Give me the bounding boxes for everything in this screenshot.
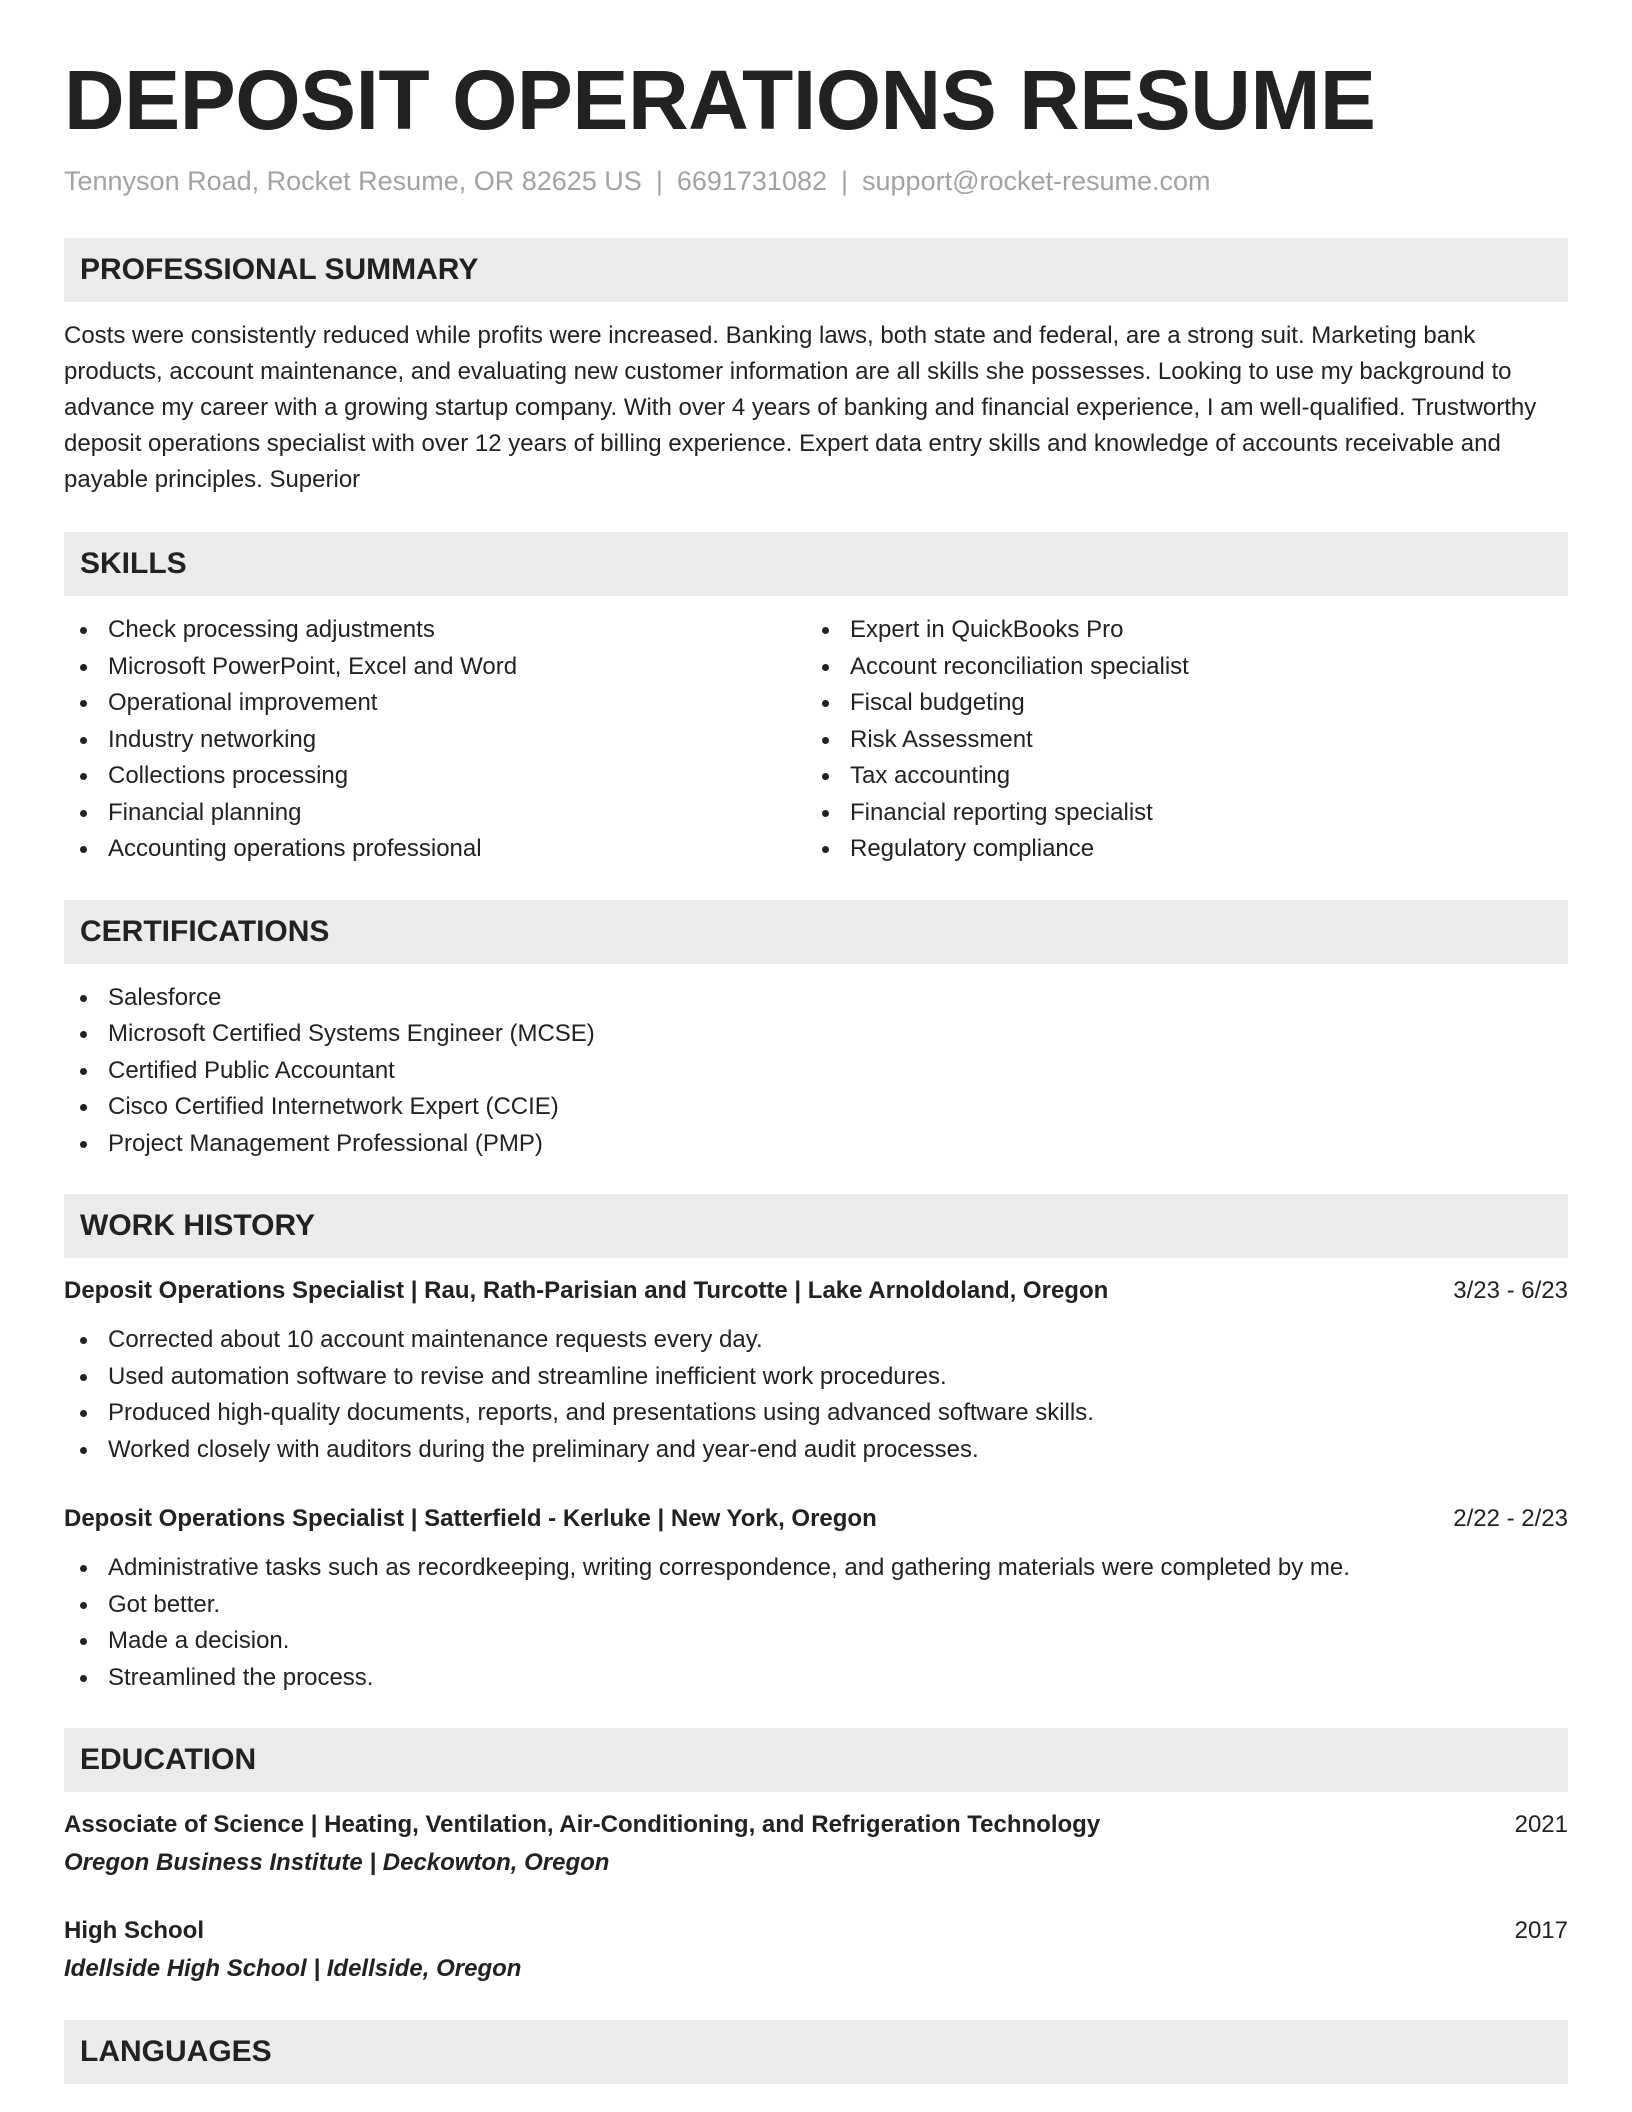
certifications-section <box>64 900 1568 1163</box>
skill-item: Account reconciliation specialist <box>806 649 1548 686</box>
job-entry <box>64 1274 1568 1468</box>
job-bullet: Corrected about 10 account maintenance requests every day. <box>64 1322 1568 1359</box>
skills-section <box>64 532 1568 868</box>
certification-item: Salesforce <box>64 980 1568 1017</box>
education-entry <box>64 1808 1568 1880</box>
contact-address: Tennyson Road, Rocket Resume, OR 82625 US <box>64 166 642 196</box>
education-entry <box>64 1914 1568 1986</box>
job-header <box>64 1274 1568 1308</box>
job-header <box>64 1502 1568 1536</box>
education-year: 2021 <box>1514 1811 1568 1838</box>
education-section <box>64 1728 1568 1986</box>
skill-item: Accounting operations professional <box>64 831 806 868</box>
contact-separator: | <box>655 166 663 196</box>
skill-item: Check processing adjustments <box>64 612 806 649</box>
skill-item: Microsoft PowerPoint, Excel and Word <box>64 649 806 686</box>
education-header <box>64 1914 1568 1948</box>
skill-item: Financial planning <box>64 795 806 832</box>
certification-item: Certified Public Accountant <box>64 1053 1568 1090</box>
section-heading-work-history: WORK HISTORY <box>64 1194 1568 1258</box>
section-heading-education: EDUCATION <box>64 1728 1568 1792</box>
job-title: Deposit Operations Specialist | Satterfield - Kerluke | New York, Oregon <box>64 1505 877 1532</box>
education-school: Oregon Business Institute | Deckowton, Oregon <box>64 1849 610 1876</box>
job-bullet: Used automation software to revise and streamline inefficient work procedures. <box>64 1359 1568 1396</box>
certification-item: Project Management Professional (PMP) <box>64 1126 1568 1163</box>
contact-phone: 6691731082 <box>676 166 827 196</box>
contact-line <box>64 164 1568 198</box>
job-title: Deposit Operations Specialist | Rau, Rath-Parisian and Turcotte | Lake Arnoldoland, Oregon <box>64 1277 1109 1304</box>
skill-item: Fiscal budgeting <box>806 685 1548 722</box>
section-heading-certifications: CERTIFICATIONS <box>64 900 1568 964</box>
skill-item: Operational improvement <box>64 685 806 722</box>
education-degree: Associate of Science | Heating, Ventilation, Air-Conditioning, and Refrigeration Technology <box>64 1811 1101 1838</box>
skills-column-left <box>64 612 806 868</box>
job-bullet: Streamlined the process. <box>64 1660 1568 1697</box>
education-year: 2017 <box>1514 1917 1568 1944</box>
skill-item: Expert in QuickBooks Pro <box>806 612 1548 649</box>
work-history-section <box>64 1194 1568 1696</box>
resume-title: DEPOSIT OPERATIONS RESUME <box>64 53 1376 147</box>
education-school: Idellside High School | Idellside, Oregon <box>64 1955 522 1982</box>
job-bullet: Made a decision. <box>64 1623 1568 1660</box>
certification-item: Microsoft Certified Systems Engineer (MCSE) <box>64 1016 1568 1053</box>
skills-grid <box>64 612 1568 868</box>
job-bullet: Administrative tasks such as recordkeeping, writing correspondence, and gathering materials were completed by me. <box>64 1550 1568 1587</box>
job-bullet: Got better. <box>64 1587 1568 1624</box>
section-heading-summary: PROFESSIONAL SUMMARY <box>64 238 1568 302</box>
skill-item: Collections processing <box>64 758 806 795</box>
skills-column-right <box>806 612 1548 868</box>
skill-item: Tax accounting <box>806 758 1548 795</box>
resume-page <box>64 50 1568 2084</box>
languages-section <box>64 2020 1568 2084</box>
job-dates: 3/23 - 6/23 <box>1453 1277 1568 1304</box>
certification-item: Cisco Certified Internetwork Expert (CCIE) <box>64 1089 1568 1126</box>
skill-item: Financial reporting specialist <box>806 795 1548 832</box>
contact-separator: | <box>841 166 849 196</box>
job-entry <box>64 1502 1568 1696</box>
job-bullet: Produced high-quality documents, reports, and presentations using advanced software skills. <box>64 1395 1568 1432</box>
education-header <box>64 1808 1568 1842</box>
section-heading-languages: LANGUAGES <box>64 2020 1568 2084</box>
skill-item: Industry networking <box>64 722 806 759</box>
job-dates: 2/22 - 2/23 <box>1453 1505 1568 1532</box>
job-bullet: Worked closely with auditors during the preliminary and year-end audit processes. <box>64 1432 1568 1469</box>
summary-text: Costs were consistently reduced while profits were increased. Banking laws, both state and federal, are a strong suit. Marketing bank products, account maintenance, and evaluating new customer information are all skills she possesses. Looking to use my background to advance my career with a growing startup company. With over 4 years of banking and financial experience, I am well-qualified. Trustworthy deposit operations specialist with over 12 years of billing experience. Expert data entry skills and knowledge of accounts receivable and payable principles. Superior <box>64 322 1537 493</box>
skill-item: Risk Assessment <box>806 722 1548 759</box>
section-heading-skills: SKILLS <box>64 532 1568 596</box>
education-degree: High School <box>64 1917 204 1944</box>
contact-email: support@rocket-resume.com <box>862 166 1211 196</box>
summary-section <box>64 238 1568 498</box>
skill-item: Regulatory compliance <box>806 831 1548 868</box>
